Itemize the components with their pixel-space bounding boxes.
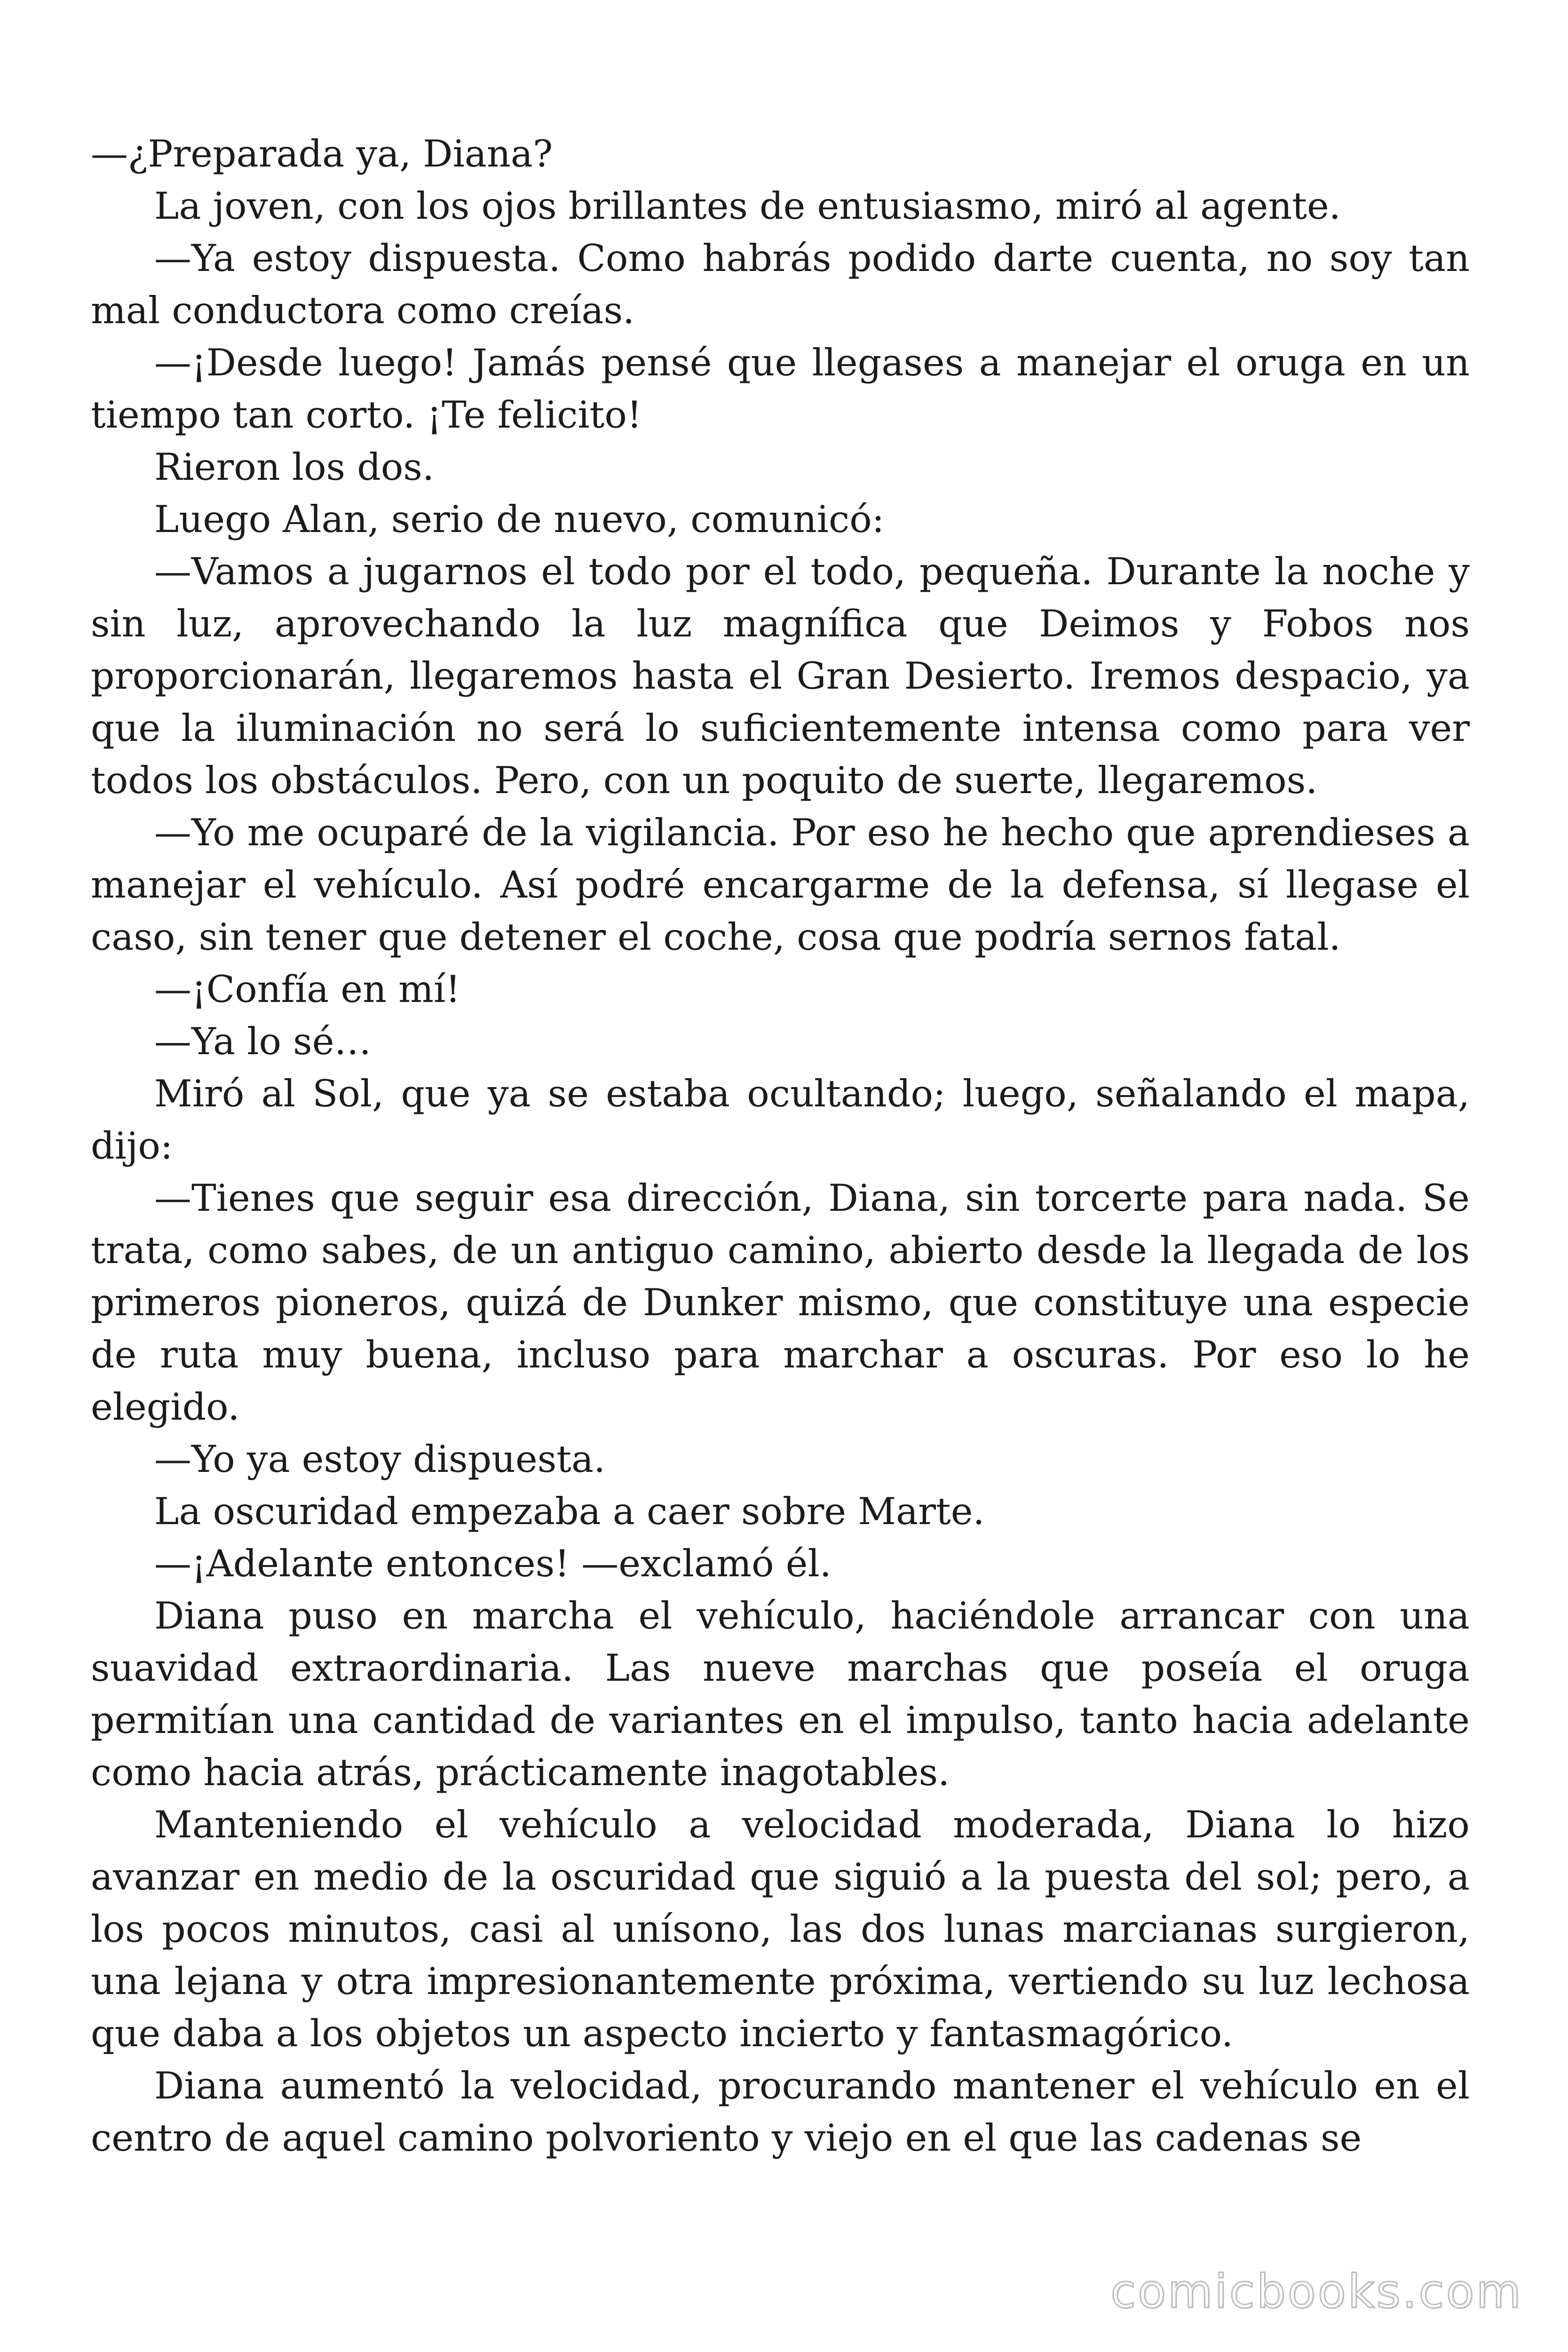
paragraph: —Ya estoy dispuesta. Como habrás podido darte cuenta, no soy tan mal conductora como creías. xyxy=(91,237,1470,332)
paragraph: —Ya lo sé… xyxy=(154,1020,372,1063)
paragraph: Diana aumentó la velocidad, procurando mantener el vehículo en el centro de aquel camino polvoriento y viejo en el que las cadenas se xyxy=(91,2064,1470,2160)
paragraph: Miró al Sol, que ya se estaba ocultando; luego, señalando el mapa, dijo: xyxy=(91,1072,1470,1168)
paragraph: Manteniendo el vehículo a velocidad moderada, Diana lo hizo avanzar en medio de la oscuridad que siguió a la puesta del sol; pero, a los pocos minutos, casi al unísono, las dos lunas marcianas surgieron, una lejana y otra impresionantemente próxima, vertiendo su luz lechosa que daba a los objetos un aspecto incierto y fantasmagórico. xyxy=(91,1803,1470,2055)
paragraph: Rieron los dos. xyxy=(154,445,435,489)
paragraph: Luego Alan, serio de nuevo, comunicó: xyxy=(154,498,885,541)
paragraph: La oscuridad empezaba a caer sobre Marte. xyxy=(154,1490,985,1533)
paragraph: —¡Adelante entonces! —exclamó él. xyxy=(154,1542,832,1585)
paragraph: —Tienes que seguir esa dirección, Diana, sin torcerte para nada. Se trata, como sabes, de un antiguo camino, abierto desde la llegada de los primeros pioneros, quizá de Dunker mismo, que constituye una especie de ruta muy buena, incluso para marchar a oscuras. Por eso lo he elegido. xyxy=(91,1176,1470,1429)
paragraph: —¡Desde luego! Jamás pensé que llegases a manejar el oruga en un tiempo tan corto. ¡Te felicito! xyxy=(91,341,1470,437)
body-text xyxy=(91,128,1470,2164)
paragraph: —Yo ya estoy dispuesta. xyxy=(154,1438,606,1481)
paragraph: —¿Preparada ya, Diana? xyxy=(91,132,553,175)
paragraph: —Yo me ocuparé de la vigilancia. Por eso he hecho que aprendieses a manejar el vehículo. Así podré encargarme de la defensa, sí llegase el caso, sin tener que detener el coche, cosa que podría sernos fatal. xyxy=(91,811,1470,959)
paragraph: La joven, con los ojos brillantes de entusiasmo, miró al agente. xyxy=(154,184,1341,228)
paragraph: —Vamos a jugarnos el todo por el todo, pequeña. Durante la noche y sin luz, aprovechando la luz magnífica que Deimos y Fobos nos proporcionarán, llegaremos hasta el Gran Desierto. Iremos despacio, ya que la iluminación no será lo suficientemente intensa como para ver todos los obstáculos. Pero, con un poquito de suerte, llegaremos. xyxy=(91,550,1470,802)
paragraph: Diana puso en marcha el vehículo, haciéndole arrancar con una suavidad extraordinaria. Las nueve marchas que poseía el oruga permitían una cantidad de variantes en el impulso, tanto hacia adelante como hacia atrás, prácticamente inagotables. xyxy=(91,1594,1470,1794)
paragraph: —¡Confía en mí! xyxy=(154,968,461,1011)
watermark: comicbooks.com xyxy=(1110,2265,1523,2319)
